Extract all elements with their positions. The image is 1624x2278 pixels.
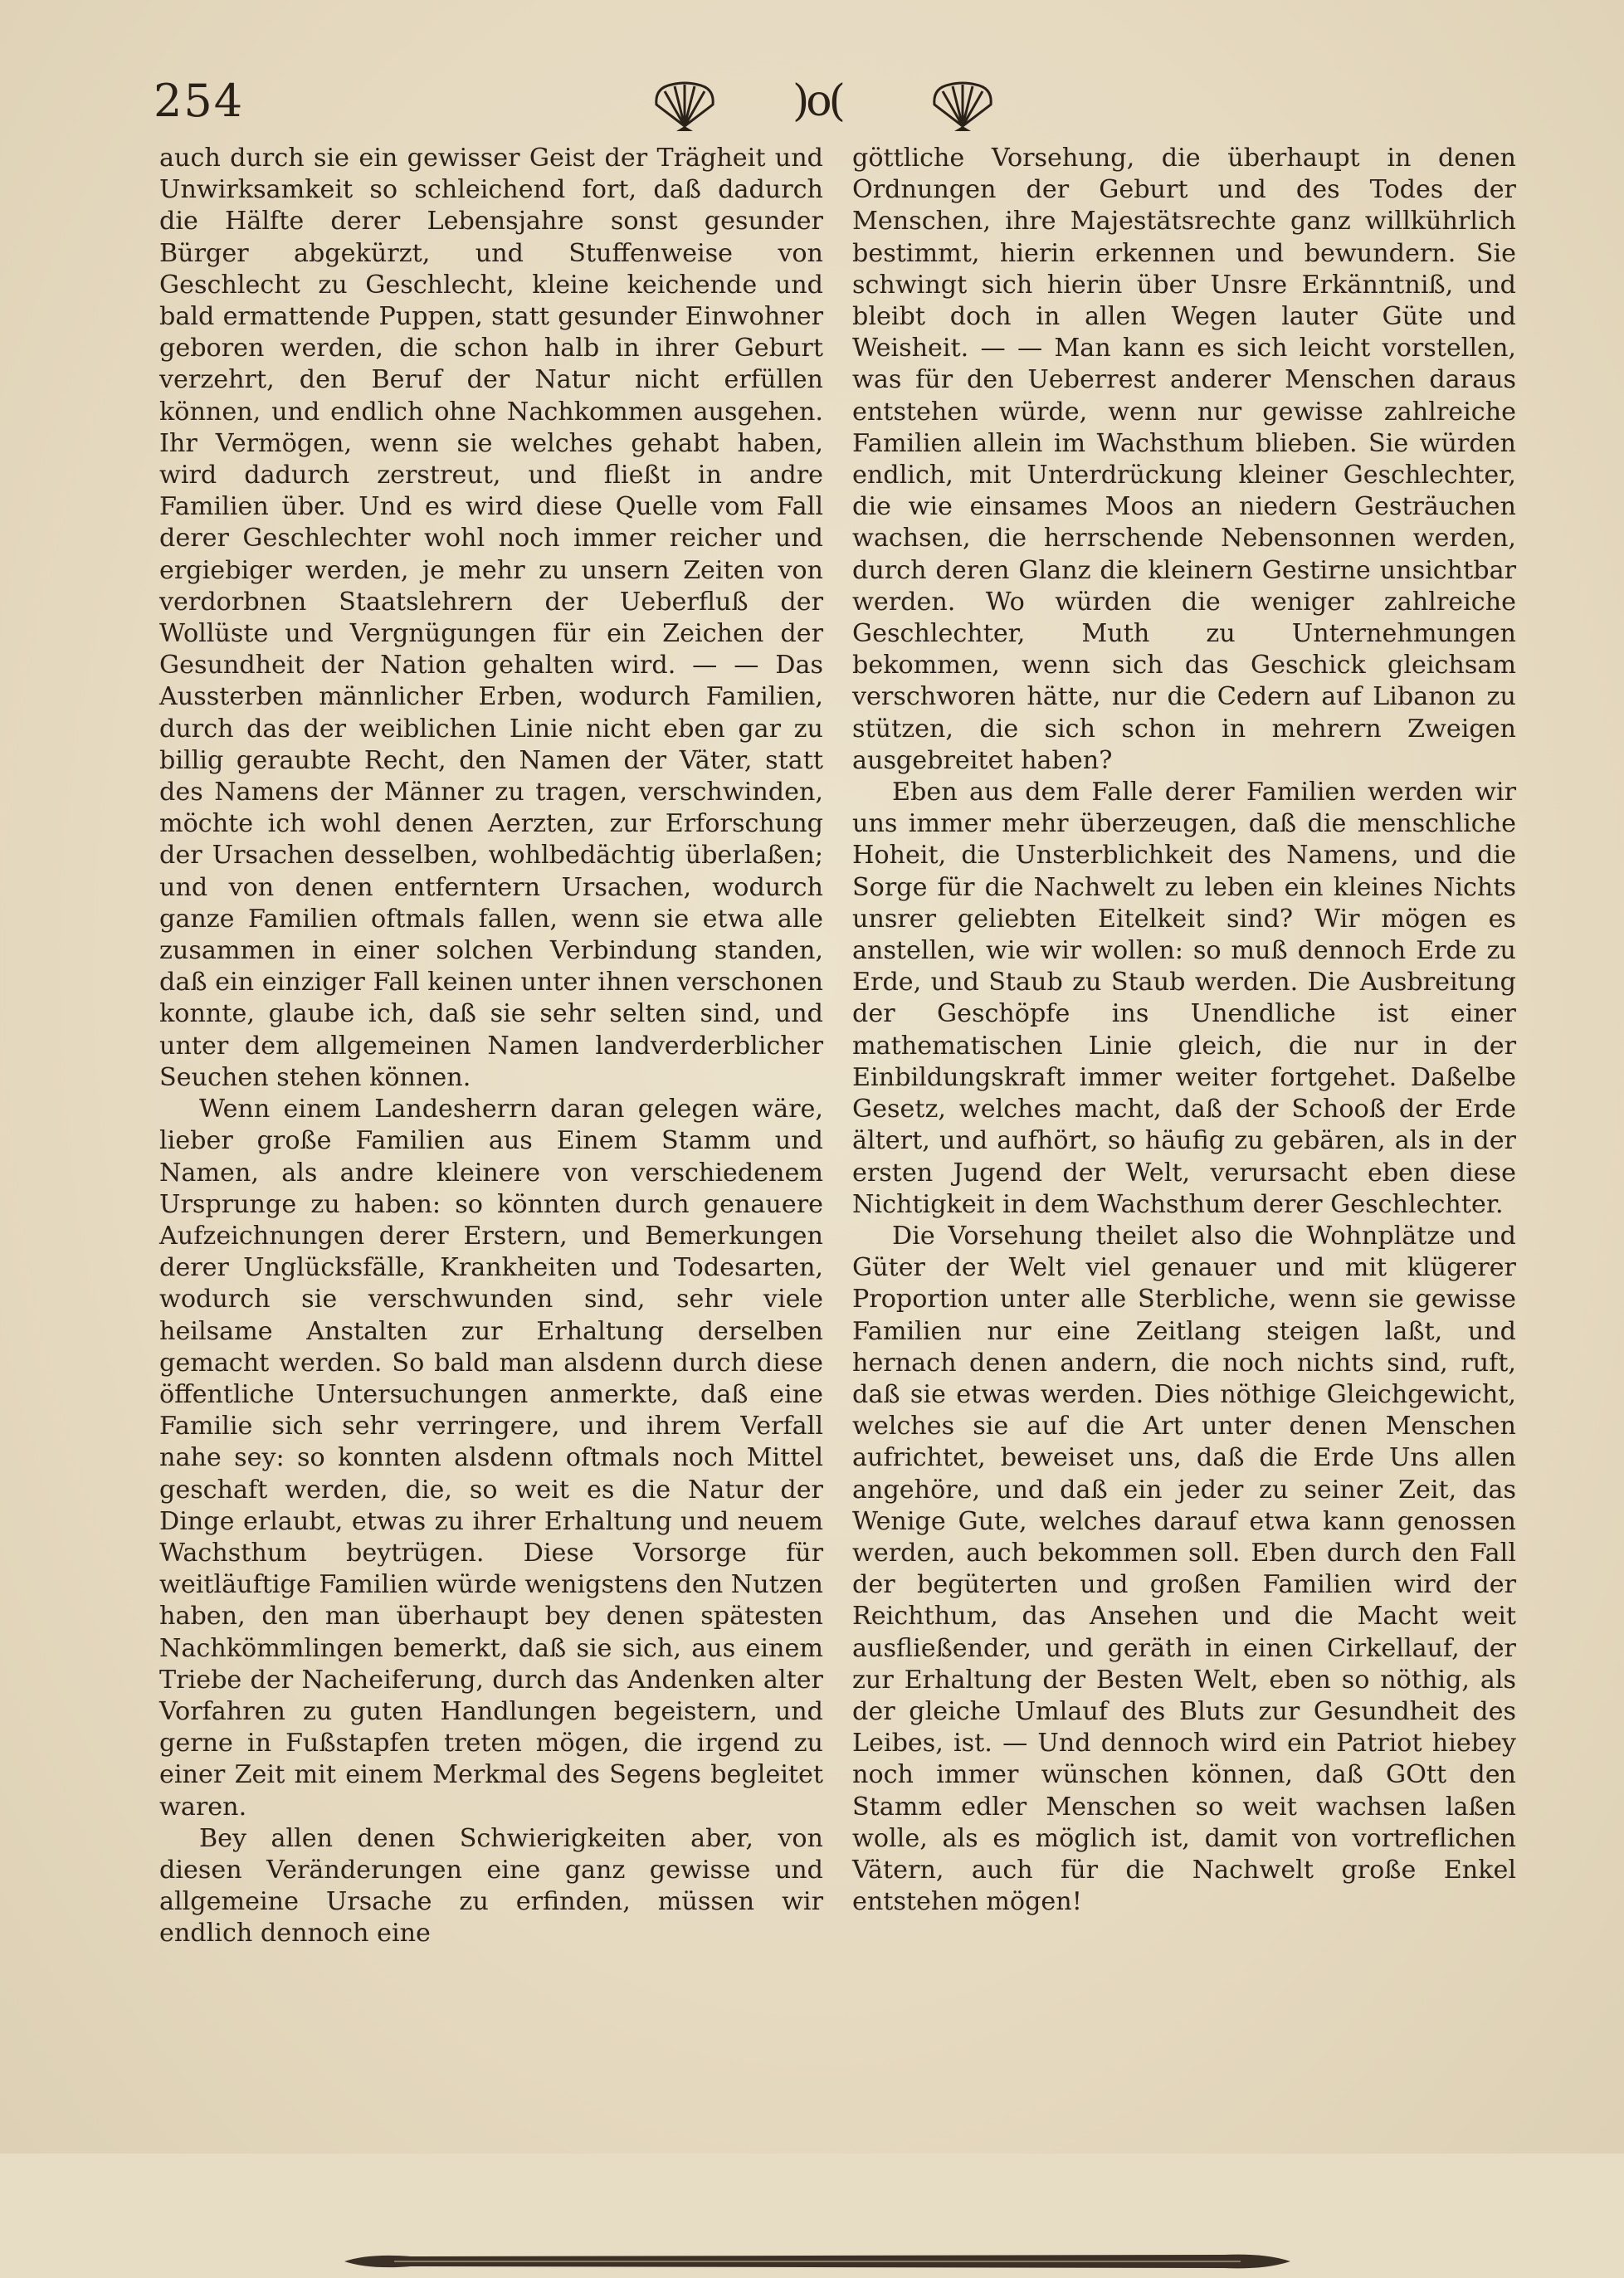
center-mark: )o( (792, 76, 842, 126)
paragraph: Wenn einem Landesherrn daran gelegen wäre, lieber große Familien aus Einem Stamm und Namen, als andre kleinere von verschiedenem Ursprunge zu haben: so könnten durch genauere Aufzeichnungen derer Erstern, und Bemerkungen derer Unglücksfälle, Krankheiten und Todesarten, wodurch sie verschwunden sind, sehr viele heilsame Anstalten zur Erhaltung derselben gemacht werden. So bald man alsdenn durch diese öffentliche Untersuchungen anmerkte, daß eine Familie sich sehr verringere, und ihrem Verfall nahe sey: so konnten alsdenn oftmals noch Mittel geschaft werden, die, so weit es die Natur der Dinge erlaubt, etwas zu ihrer Erhaltung und neuem Wachsthum beytrügen. Diese Vorsorge für weitläuftige Familien würde wenigstens den Nutzen haben, den man überhaupt bey denen spätesten Nachkömmlingen bemerkt, daß sie sich, aus einem Triebe der Nacheiferung, durch das Andenken alter Vorfahren zu guten Handlungen begeistern, und gerne in Fußstapfen treten mögen, die irgend zu einer Zeit mit einem Merkmal des Segens begleitet waren. (159, 1095, 823, 1822)
shell-ornament-icon (929, 80, 996, 131)
shell-ornament-icon (651, 80, 718, 131)
page-header (154, 75, 1500, 141)
paragraph: Bey allen denen Schwierigkeiten aber, von diesen Veränderungen eine ganz gewisse und allgemeine Ursache zu erfinden, müssen wir endlich dennoch eine (159, 1823, 823, 1949)
left-column (159, 143, 823, 1950)
paragraph: Die Vorsehung theilet also die Wohnplätze und Güter der Welt viel genauer und mit klügerer Proportion unter alle Sterbliche, wenn sie gewisse Familien nur eine Zeitlang steigen laßt, und hernach denen andern, die noch nichts sind, ruft, daß sie etwas werden. Dies nöthige Gleichgewicht, welches sie auf die Art unter denen Menschen aufrichtet, beweiset uns, daß die Erde Uns allen angehöre, und daß ein jeder zu seiner Zeit, das Wenige Gute, welches darauf etwa kann genossen werden, auch bekommen soll. Eben durch den Fall der begüterten und großen Familien wird der Reichthum, das Ansehen und die Macht weit ausfließender, und geräth in einen Cirkellauf, der zur Erhaltung der Besten Welt, eben so nöthig, als der gleiche Umlauf des Bluts zur Gesundheit des Leibes, ist. — Und dennoch wird ein Patriot hiebey noch immer wünschen können, daß GOtt den Stamm edler Menschen so weit wachsen laßen wolle, als es möglich ist, damit von vortreflichen Vätern, auch für die Nachwelt große Enkel entstehen mögen! (852, 1221, 1516, 1917)
decorative-rule (344, 2245, 1290, 2278)
right-column (852, 143, 1516, 1918)
paragraph: göttliche Vorsehung, die überhaupt in denen Ordnungen der Geburt und des Todes der Menschen, ihre Majestätsrechte ganz willkührlich bestimmt, hierin erkennen und bewundern. Sie schwingt sich hierin über Unsre Erkänntniß, und bleibt doch in allen Wegen lauter Güte und Weisheit. — — Man kann es sich leicht vorstellen, was für den Ueberrest anderer Menschen daraus entstehen würde, wenn nur gewisse zahlreiche Familien allein im Wachsthum blieben. Sie würden endlich, mit Unterdrückung kleiner Geschlechter, die wie einsames Moos an niedern Gesträuchen wachsen, die herrschende Nebensonnen werden, durch deren Glanz die kleinern Gestirne unsichtbar werden. Wo würden die weniger zahlreiche Geschlechter, Muth zu Unternehmungen bekommen, wenn sich das Geschick gleichsam verschworen hätte, nur die Cedern auf Libanon zu stützen, die sich schon in mehrern Zweigen ausgebreitet haben? (852, 144, 1516, 775)
paragraph: Eben aus dem Falle derer Familien werden wir uns immer mehr überzeugen, daß die menschliche Hoheit, die Unsterblichkeit des Namens, und die Sorge für die Nachwelt zu leben ein kleines Nichts unsrer geliebten Eitelkeit sind? Wir mögen es anstellen, wie wir wollen: so muß dennoch Erde zu Erde, und Staub zu Staub werden. Die Ausbreitung der Geschöpfe ins Unendliche ist einer mathematischen Linie gleich, die nur in der Einbildungskraft immer weiter fortgehet. Daßelbe Gesetz, welches macht, daß der Schooß der Erde ältert, und aufhört, so häufig zu gebären, als in der ersten Jugend der Welt, verursacht eben diese Nichtigkeit in dem Wachsthum derer Geschlechter. (852, 778, 1516, 1219)
page-number: 254 (154, 75, 245, 127)
paragraph: auch durch sie ein gewisser Geist der Trägheit und Unwirksamkeit so schleichend fort, daß dadurch die Hälfte derer Lebensjahre sonst gesunder Bürger abgekürzt, und Stuffenweise von Geschlecht zu Geschlecht, kleine keichende und bald ermattende Puppen, statt gesunder Einwohner geboren werden, die schon halb in ihrer Geburt verzehrt, den Beruf der Natur nicht erfüllen können, und endlich ohne Nachkommen ausgehen. Ihr Vermögen, wenn sie welches gehabt haben, wird dadurch zerstreut, und fließt in andre Familien über. Und es wird diese Quelle vom Fall derer Geschlechter wohl noch immer reicher und ergiebiger werden, je mehr zu unsern Zeiten von verdorbnen Staatslehrern der Ueberfluß der Wollüste und Vergnügungen für ein Zeichen der Gesundheit der Nation gehalten wird. — — Das Aussterben männlicher Erben, wodurch Familien, durch das der weiblichen Linie nicht eben gar zu billig geraubte Recht, den Namen der Väter, statt des Namens der Männer zu tragen, verschwinden, möchte ich wohl denen Aerzten, zur Erforschung der Ursachen desselben, wohlbedächtig überlaßen; und von denen entferntern Ursachen, wodurch ganze Familien oftmals fallen, wenn sie etwa alle zusammen in einer solchen Verbindung standen, daß ein einziger Fall keinen unter ihnen verschonen konnte, glaube ich, daß sie sehr selten sind, und unter dem allgemeinen Namen landverderblicher Seuchen stehen können. (159, 144, 823, 1092)
